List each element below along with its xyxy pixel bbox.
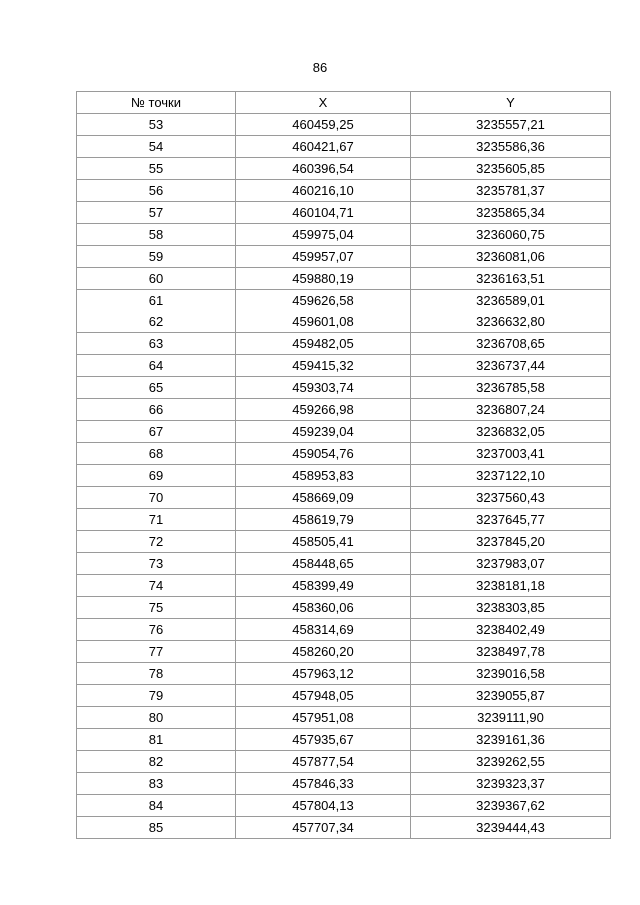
table-row [77, 553, 611, 575]
header-row [77, 92, 611, 114]
cell-point-number: 66 [77, 399, 236, 421]
cell-point-number: 74 [77, 575, 236, 597]
cell-x: 459880,19 [236, 268, 411, 290]
cell-y: 3236589,01 [411, 290, 611, 312]
cell-point-number: 76 [77, 619, 236, 641]
cell-y: 3239323,37 [411, 773, 611, 795]
cell-x: 459303,74 [236, 377, 411, 399]
cell-point-number: 56 [77, 180, 236, 202]
cell-y: 3236832,05 [411, 421, 611, 443]
cell-y: 3236632,80 [411, 311, 611, 333]
cell-x: 457963,12 [236, 663, 411, 685]
cell-x: 459415,32 [236, 355, 411, 377]
cell-x: 457951,08 [236, 707, 411, 729]
table-row [77, 246, 611, 268]
table-row [77, 268, 611, 290]
cell-y: 3236737,44 [411, 355, 611, 377]
cell-x: 459266,98 [236, 399, 411, 421]
cell-point-number: 57 [77, 202, 236, 224]
table-row [77, 509, 611, 531]
cell-point-number: 81 [77, 729, 236, 751]
cell-point-number: 72 [77, 531, 236, 553]
cell-point-number: 59 [77, 246, 236, 268]
cell-y: 3239444,43 [411, 817, 611, 839]
cell-y: 3235605,85 [411, 158, 611, 180]
cell-x: 459482,05 [236, 333, 411, 355]
cell-y: 3235557,21 [411, 114, 611, 136]
cell-point-number: 69 [77, 465, 236, 487]
coordinates-table [76, 91, 611, 839]
header-point-number: № точки [77, 92, 236, 114]
cell-y: 3239161,36 [411, 729, 611, 751]
cell-y: 3235586,36 [411, 136, 611, 158]
cell-x: 458360,06 [236, 597, 411, 619]
table-row [77, 202, 611, 224]
cell-x: 457804,13 [236, 795, 411, 817]
cell-x: 459957,07 [236, 246, 411, 268]
table-row [77, 158, 611, 180]
cell-x: 460459,25 [236, 114, 411, 136]
cell-point-number: 58 [77, 224, 236, 246]
table-body [77, 114, 611, 839]
table-row [77, 443, 611, 465]
cell-y: 3238181,18 [411, 575, 611, 597]
cell-point-number: 71 [77, 509, 236, 531]
cell-x: 459239,04 [236, 421, 411, 443]
table-row [77, 333, 611, 355]
table-row [77, 773, 611, 795]
table-header [77, 92, 611, 114]
cell-point-number: 79 [77, 685, 236, 707]
cell-x: 458448,65 [236, 553, 411, 575]
cell-x: 459626,58 [236, 290, 411, 312]
cell-y: 3239055,87 [411, 685, 611, 707]
table-row [77, 597, 611, 619]
table-row [77, 180, 611, 202]
cell-point-number: 82 [77, 751, 236, 773]
table-row [77, 224, 611, 246]
cell-x: 458953,83 [236, 465, 411, 487]
cell-point-number: 53 [77, 114, 236, 136]
cell-point-number: 61 [77, 290, 236, 312]
cell-x: 457935,67 [236, 729, 411, 751]
cell-point-number: 64 [77, 355, 236, 377]
table-row [77, 311, 611, 333]
table-row [77, 685, 611, 707]
cell-point-number: 65 [77, 377, 236, 399]
cell-point-number: 63 [77, 333, 236, 355]
table-row [77, 619, 611, 641]
cell-point-number: 84 [77, 795, 236, 817]
header-x: X [236, 92, 411, 114]
cell-x: 460216,10 [236, 180, 411, 202]
table-row [77, 751, 611, 773]
table-row [77, 487, 611, 509]
cell-y: 3237560,43 [411, 487, 611, 509]
table-row [77, 663, 611, 685]
page-number: 86 [312, 60, 328, 75]
table-row [77, 707, 611, 729]
cell-x: 458399,49 [236, 575, 411, 597]
cell-point-number: 68 [77, 443, 236, 465]
cell-x: 457948,05 [236, 685, 411, 707]
cell-x: 458314,69 [236, 619, 411, 641]
table-row [77, 421, 611, 443]
cell-point-number: 78 [77, 663, 236, 685]
cell-point-number: 83 [77, 773, 236, 795]
cell-point-number: 62 [77, 311, 236, 333]
cell-point-number: 77 [77, 641, 236, 663]
cell-x: 458619,79 [236, 509, 411, 531]
table-row [77, 465, 611, 487]
cell-x: 459054,76 [236, 443, 411, 465]
cell-y: 3237983,07 [411, 553, 611, 575]
cell-x: 458260,20 [236, 641, 411, 663]
cell-y: 3236807,24 [411, 399, 611, 421]
cell-y: 3238497,78 [411, 641, 611, 663]
cell-point-number: 70 [77, 487, 236, 509]
table-row [77, 575, 611, 597]
table-row [77, 795, 611, 817]
cell-x: 460104,71 [236, 202, 411, 224]
table-row [77, 729, 611, 751]
cell-point-number: 67 [77, 421, 236, 443]
cell-x: 458505,41 [236, 531, 411, 553]
cell-x: 459975,04 [236, 224, 411, 246]
cell-y: 3237645,77 [411, 509, 611, 531]
cell-point-number: 75 [77, 597, 236, 619]
cell-y: 3239262,55 [411, 751, 611, 773]
cell-y: 3237845,20 [411, 531, 611, 553]
cell-point-number: 73 [77, 553, 236, 575]
table-row [77, 399, 611, 421]
table-row [77, 290, 611, 312]
table-row [77, 355, 611, 377]
cell-point-number: 54 [77, 136, 236, 158]
cell-x: 459601,08 [236, 311, 411, 333]
cell-point-number: 80 [77, 707, 236, 729]
cell-y: 3239016,58 [411, 663, 611, 685]
cell-x: 460396,54 [236, 158, 411, 180]
table-row [77, 114, 611, 136]
table-row [77, 136, 611, 158]
cell-x: 457846,33 [236, 773, 411, 795]
cell-y: 3236081,06 [411, 246, 611, 268]
table-row [77, 531, 611, 553]
cell-y: 3236163,51 [411, 268, 611, 290]
cell-y: 3238402,49 [411, 619, 611, 641]
cell-y: 3236060,75 [411, 224, 611, 246]
cell-x: 458669,09 [236, 487, 411, 509]
cell-x: 457877,54 [236, 751, 411, 773]
header-y: Y [411, 92, 611, 114]
cell-y: 3239367,62 [411, 795, 611, 817]
cell-y: 3238303,85 [411, 597, 611, 619]
cell-x: 460421,67 [236, 136, 411, 158]
table-row [77, 377, 611, 399]
cell-y: 3236785,58 [411, 377, 611, 399]
table-row [77, 817, 611, 839]
cell-y: 3239111,90 [411, 707, 611, 729]
cell-point-number: 60 [77, 268, 236, 290]
cell-y: 3237122,10 [411, 465, 611, 487]
table-row [77, 641, 611, 663]
cell-x: 457707,34 [236, 817, 411, 839]
cell-y: 3237003,41 [411, 443, 611, 465]
cell-y: 3236708,65 [411, 333, 611, 355]
cell-y: 3235865,34 [411, 202, 611, 224]
cell-y: 3235781,37 [411, 180, 611, 202]
cell-point-number: 55 [77, 158, 236, 180]
cell-point-number: 85 [77, 817, 236, 839]
